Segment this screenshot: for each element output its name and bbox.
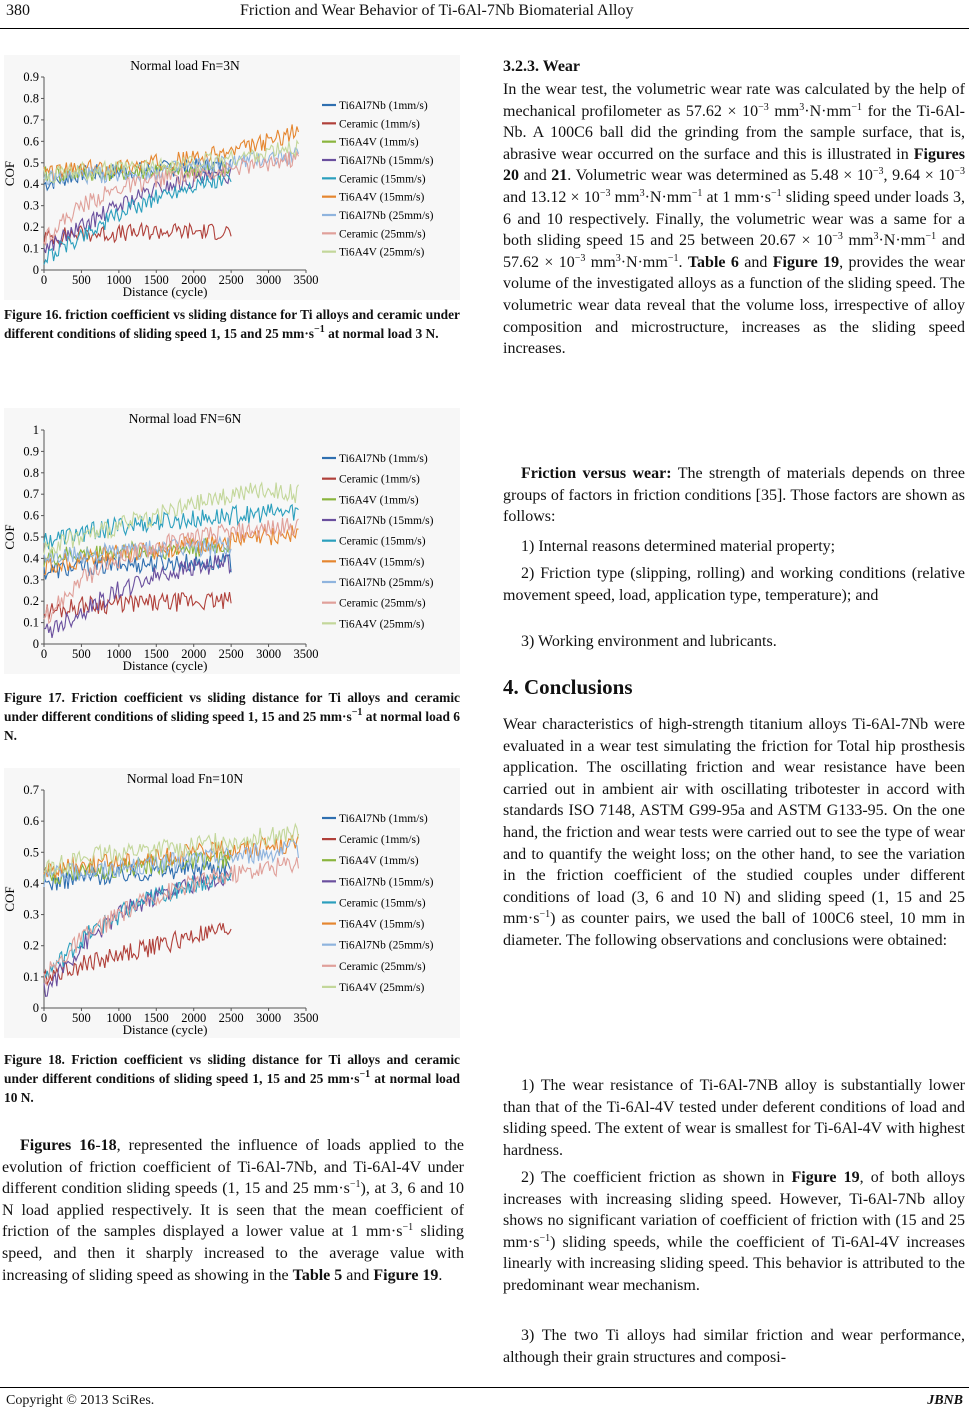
- header-rule: [0, 28, 969, 29]
- chart-title: Normal load Fn=10N: [126, 771, 244, 786]
- y-tick-label: 0.3: [23, 907, 39, 922]
- legend-label: Ti6A4V (1mm/s): [339, 494, 419, 507]
- conclusions-intro-paragraph: Wear characteristics of high-strength titanium alloys Ti-6Al-7Nb were evaluated in a wear test simulating the friction for Total hip prosthesis application. The oscillating friction and wear resistance have been carried out in ambient air with oscillating tribotester in accord with standards ISO 7148, ASTM G99-95a and ASTM G133-95. On the one hand, the friction and wear tests were carried out to see the type of wear and to quantify the weight loss; on the other hand, to see the variation in the friction coefficient of the studied couples under different conditions of load (3, 6 and 10 N) and sliding speed (1, 15 and 25 $mm\cdot s^{-1}$) as counter pairs, we used the ball of 100C6 steel, 10 mm in diameter. The following observations and conclusions were obtained:: [503, 716, 965, 949]
- legend-label: Ceramic (1mm/s): [339, 118, 420, 131]
- legend-label: Ti6A4V (1mm/s): [339, 855, 419, 868]
- x-tick-label: 3000: [256, 1011, 282, 1025]
- y-tick-label: 0.2: [23, 594, 39, 609]
- legend-label: Ceramic (1mm/s): [339, 473, 420, 486]
- legend-label: Ti6A4V (15mm/s): [339, 556, 425, 569]
- legend-label: Ti6Al7Nb (25mm/s): [339, 939, 434, 952]
- x-tick-label: 0: [40, 273, 48, 287]
- x-tick-label: 2500: [218, 647, 244, 661]
- figure-18-svg: [4, 768, 460, 1038]
- legend-label: Ti6Al7Nb (25mm/s): [339, 210, 434, 222]
- y-tick-label: 0: [32, 263, 39, 277]
- legend-label: Ti6A4V (25mm/s): [339, 246, 425, 259]
- y-tick-label: 0.5: [23, 155, 39, 170]
- legend-label: Ceramic (15mm/s): [339, 173, 426, 186]
- y-tick-label: 0.9: [23, 70, 39, 84]
- conclusion-3: 3) The two Ti alloys had similar friction and wear performance, although their grain structures and composi-: [503, 1327, 965, 1366]
- legend-label: Ceramic (15mm/s): [339, 535, 426, 548]
- x-tick-label: 1500: [143, 1011, 169, 1025]
- running-title: Friction and Wear Behavior of Ti-6Al-7Nb Biomaterial Alloy: [240, 2, 634, 19]
- x-tick-label: 2000: [181, 647, 207, 661]
- conclusion-2: 2) The coefficient friction as shown in Figure 19, of both alloys increases with increasing sliding speed. However, Ti-6Al-7Nb alloy shows no significant variation of coefficient of friction with (15 and 25 $mm\cdot s^{-1}$) sliding speeds, while the coefficient of Ti-6Al-4V increases linearly with increasing sliding speed. This behavior is attributed to the predominant wear mechanism.: [503, 1169, 966, 1294]
- factor-item-3: 3) Working environment and lubricants.: [521, 633, 777, 650]
- x-tick-label: 3000: [256, 647, 282, 661]
- y-tick-label: 0.9: [23, 444, 39, 459]
- y-tick-label: 0.8: [23, 91, 39, 106]
- x-tick-label: 500: [72, 647, 91, 661]
- legend-label: Ti6A4V (25mm/s): [339, 981, 425, 994]
- journal-name: JBNB: [927, 1393, 963, 1408]
- figure-16-chart: [4, 55, 460, 300]
- y-axis-label: COF: [2, 886, 17, 912]
- y-tick-label: 0.4: [23, 876, 39, 891]
- x-tick-label: 3500: [293, 647, 319, 661]
- x-tick-label: 3000: [256, 273, 282, 287]
- x-axis-label: Distance (cycle): [122, 284, 208, 299]
- legend-label: Ceramic (25mm/s): [339, 228, 426, 241]
- chart-title: Normal load FN=6N: [128, 411, 242, 426]
- legend-label: Ti6Al7Nb (15mm/s): [339, 515, 434, 527]
- y-tick-label: 0.6: [23, 814, 39, 829]
- factor-item-1: 1) Internal reasons determined material property;: [521, 538, 836, 555]
- y-tick-label: 0.3: [23, 198, 39, 213]
- legend-label: Ti6Al7Nb (15mm/s): [339, 876, 434, 889]
- footer-rule: [0, 1387, 969, 1388]
- x-tick-label: 500: [72, 1011, 91, 1025]
- y-tick-label: 0.7: [23, 487, 39, 502]
- x-tick-label: 2500: [218, 273, 244, 287]
- x-tick-label: 2500: [218, 1011, 244, 1025]
- legend-label: Ti6A4V (15mm/s): [339, 918, 425, 931]
- x-axis-label: Distance (cycle): [122, 1022, 208, 1037]
- y-tick-label: 0.5: [23, 530, 39, 544]
- x-tick-label: 2000: [181, 273, 207, 287]
- y-axis-label: COF: [2, 524, 17, 550]
- figure-16-svg: [4, 55, 460, 300]
- figure-17-svg: [4, 408, 460, 674]
- y-tick-label: 0.2: [23, 938, 39, 953]
- conclusion-1: 1) The wear resistance of Ti-6Al-7NB alloy is substantially lower than that of the Ti-6Al-4V tested under deferent conditions of load and sliding speed. The extent of wear is smallest for Ti-6Al-4V with highest hardness.: [503, 1077, 965, 1159]
- friction-versus-wear-paragraph: Friction versus wear: The strength of materials depends on three groups of factors in friction conditions [35]. Those factors are shown as follows:: [503, 465, 966, 526]
- figures-16-18-paragraph: Figures 16-18, represented the influence of loads applied to the evolution of friction coefficient of Ti-6Al-7Nb, and Ti-6Al-4V under different condition sliding speeds (1, 15 and 25 $mm\cdot s^{-1}$), at 3, 6 and 10 N load applied respectively. It is seen that the mean coefficient of friction of the samples displayed a lower value at 1 $mm\cdot s^{-1}$ sliding speed, and then it sharply increased to the average value with increasing of sliding speed as showing in the Table 5 and Figure 19.: [2, 1137, 464, 1284]
- figure-16-caption: Figure 16. friction coefficient vs sliding distance for Ti alloys and ceramic under different conditions of sliding speed 1, 15 and 25 $mm\cdot s^{-1}$ at normal load 3 N.: [4, 307, 460, 341]
- figure-18-chart: [4, 768, 460, 1038]
- copyright: Copyright © 2013 SciRes.: [6, 1393, 155, 1408]
- figure-17-chart: [4, 408, 460, 674]
- x-tick-label: 1500: [143, 273, 169, 287]
- x-tick-label: 2000: [181, 1011, 207, 1025]
- legend-label: Ceramic (15mm/s): [339, 897, 426, 910]
- x-tick-label: 1000: [106, 647, 132, 661]
- x-tick-label: 1500: [143, 647, 169, 661]
- x-tick-label: 3500: [293, 1011, 319, 1025]
- y-tick-label: 0: [32, 637, 39, 651]
- y-tick-label: 0.4: [23, 177, 39, 192]
- legend-label: Ti6A4V (25mm/s): [339, 618, 425, 631]
- y-tick-label: 0.7: [23, 112, 39, 127]
- x-tick-label: 1000: [106, 1011, 132, 1025]
- x-tick-label: 0: [40, 647, 48, 661]
- legend-label: Ti6A4V (1mm/s): [339, 136, 419, 149]
- chart-title: Normal load Fn=3N: [130, 58, 240, 73]
- wear-paragraph: In the wear test, the volumetric wear rate was calculated by the help of mechanical profilometer as $57.62 \times 10^{-3}$ $mm^3\cdot N\cdot mm^{-1}$ for the Ti-6Al-Nb. A 100C6 ball did the grinding from the sample surface, that is, abrasive wear occurred on the surface and this is illustrated in Figures 20 and 21. Volumetric wear was determined as $5.48 \times 10^{-3}$, $9.64 \times 10^{-3}$ and $13.12 \times 10^{-3}$ $mm^3\cdot N\cdot mm^{-1}$ at 1 $mm\cdot s^{-1}$ sliding speed under loads 3, 6 and 10 respectively. Finally, the volumetric wear was a same for a both sliding speed 15 and 25 between $20.67 \times 10^{-3}$ $mm^3\cdot N\cdot mm^{-1}$ and $57.62 \times 10^{-3}$ $mm^3\cdot N\cdot mm^{-1}$. Table 6 and Figure 19, provides the wear volume of the investigated alloys as a function of the sliding speed. The volumetric wear data reveal that the volume loss, irrespective of alloy composition and microstructure, increases as the sliding speed increases.: [503, 81, 966, 358]
- y-tick-label: 0.2: [23, 220, 39, 235]
- y-tick-label: 0.8: [23, 465, 39, 480]
- y-tick-label: 1: [32, 423, 39, 437]
- y-tick-label: 0.5: [23, 845, 39, 860]
- figure-17-caption: Figure 17. Friction coefficient vs sliding distance for Ti alloys and ceramic under different conditions of sliding speed 1, 15 and 25 $mm\cdot s^{-1}$ at normal load 6 N.: [4, 690, 460, 743]
- y-tick-label: 0.1: [23, 615, 39, 630]
- y-tick-label: 0.1: [23, 241, 39, 256]
- y-tick-label: 0.3: [23, 572, 39, 587]
- legend-label: Ceramic (25mm/s): [339, 597, 426, 610]
- y-axis-label: COF: [2, 160, 17, 187]
- y-tick-label: 0.1: [23, 969, 39, 984]
- legend-label: Ti6Al7Nb (25mm/s): [339, 577, 434, 589]
- figure-18-caption: Figure 18. Friction coefficient vs sliding distance for Ti alloys and ceramic under different conditions of sliding speed 1, 15 and 25 $mm\cdot s^{-1}$ at normal load 10 N.: [4, 1052, 460, 1105]
- y-tick-label: 0.7: [23, 783, 39, 797]
- legend-label: Ti6Al7Nb (1mm/s): [339, 100, 428, 112]
- y-tick-label: 0.6: [23, 508, 39, 523]
- section-heading-wear: 3.2.3. Wear: [503, 58, 581, 75]
- legend-label: Ti6Al7Nb (15mm/s): [339, 155, 434, 167]
- y-tick-label: 0: [32, 1001, 39, 1015]
- legend-label: Ti6Al7Nb (1mm/s): [339, 453, 428, 465]
- x-axis-label: Distance (cycle): [122, 658, 208, 673]
- legend-label: Ceramic (1mm/s): [339, 834, 420, 847]
- x-tick-label: 3500: [293, 273, 319, 287]
- x-tick-label: 500: [72, 273, 91, 287]
- factor-item-2: 2) Friction type (slipping, rolling) and working conditions (relative movement speed, load, application type, temperature); and: [503, 565, 965, 604]
- page-number: 380: [6, 2, 30, 19]
- section-heading-conclusions: 4. Conclusions: [503, 675, 633, 699]
- x-tick-label: 1000: [106, 273, 132, 287]
- x-tick-label: 0: [40, 1011, 48, 1025]
- legend-label: Ti6Al7Nb (1mm/s): [339, 813, 428, 825]
- legend-label: Ceramic (25mm/s): [339, 960, 426, 973]
- y-tick-label: 0.6: [23, 134, 39, 149]
- y-tick-label: 0.4: [23, 551, 39, 566]
- legend-label: Ti6A4V (15mm/s): [339, 191, 425, 204]
